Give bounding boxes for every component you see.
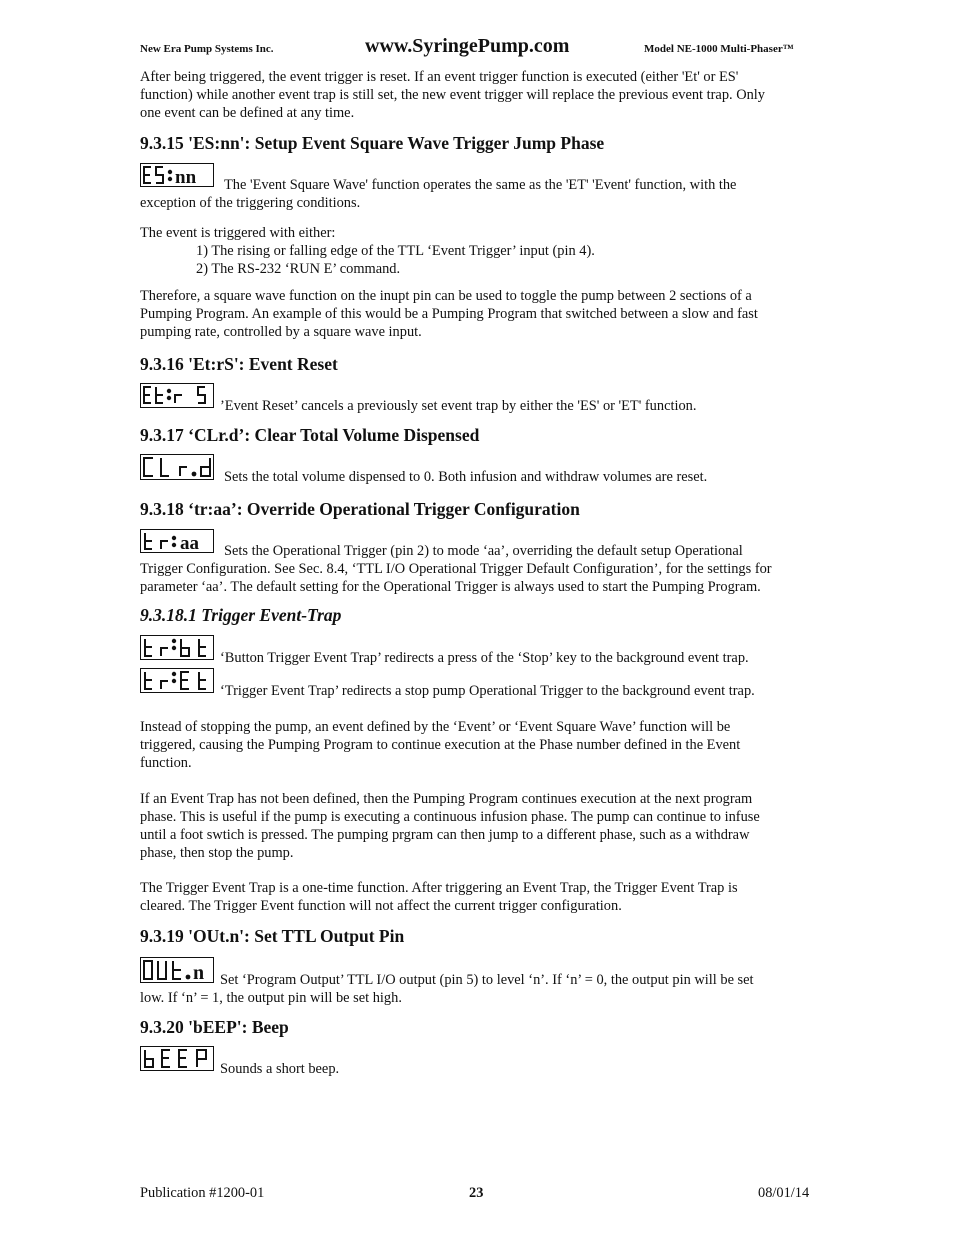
section-heading-9-3-20: 9.3.20 'bEEP': Beep bbox=[140, 1017, 289, 1037]
s15-trigger-list bbox=[140, 224, 832, 278]
text-line: Pumping Program. An example of this would be a Pumping Program that switched between a slow and fast bbox=[140, 306, 758, 322]
text-line: until a foot swtich is pressed. The pumping prgram can then jump to a different phase, such as a withdraw bbox=[140, 827, 750, 843]
s19-description bbox=[140, 971, 832, 1007]
list-item: 1) The rising or falling edge of the TTL ‘Event Trigger’ input (pin 4). bbox=[196, 243, 595, 259]
text-line: Set ‘Program Output’ TTL I/O output (pin 5) to level ‘n’. If ‘n’ = 0, the output pin will be set bbox=[220, 972, 754, 988]
text-line: cleared. The Trigger Event function will not affect the current trigger configuration. bbox=[140, 898, 622, 914]
section-heading-9-3-17: 9.3.17 ‘CLr.d’: Clear Total Volume Dispensed bbox=[140, 425, 480, 445]
text-line: triggered, causing the Pumping Program to continue execution at the Phase number defined in the Event bbox=[140, 737, 741, 753]
text-line: Trigger Configuration. See Sec. 8.4, ‘TTL I/O Operational Trigger Default Configuration’, for the settings for bbox=[140, 561, 772, 577]
text-line: function. bbox=[140, 755, 192, 771]
s1818-paragraph-2 bbox=[140, 790, 832, 862]
text-line: Therefore, a square wave function on the inupt pin can be used to toggle the pump between 2 sections of a bbox=[140, 288, 752, 304]
text-line: The Trigger Event Trap is a one-time function. After triggering an Event Trap, the Trigger Event Trap is bbox=[140, 880, 738, 896]
text-line: The 'Event Square Wave' function operates the same as the 'ET' 'Event' function, with the bbox=[224, 177, 737, 193]
footer-publication: Publication #1200-01 bbox=[140, 1185, 265, 1201]
header-model: Model NE-1000 Multi-Phaser™ bbox=[644, 43, 794, 55]
text-line: Instead of stopping the pump, an event defined by the ‘Event’ or ‘Event Square Wave’ function will be bbox=[140, 719, 731, 735]
intro-line: After being triggered, the event trigger is reset. If an event trigger function is executed (either 'Et' or ES' bbox=[140, 69, 739, 85]
s1818-button-trap-text: ‘Button Trigger Event Trap’ redirects a press of the ‘Stop’ key to the background event trap. bbox=[220, 650, 749, 666]
text-line: phase. This is useful if the pump is executing a continuous infusion phase. The pump can continue to infuse bbox=[140, 809, 760, 825]
intro-line: one event can be defined at any time. bbox=[140, 105, 355, 121]
text-line: parameter ‘aa’. The default setting for the Operational Trigger is always used to start the Pumping Program. bbox=[140, 579, 761, 595]
header-website: www.SyringePump.com bbox=[365, 35, 570, 57]
s15-paragraph bbox=[140, 287, 832, 341]
s15-description bbox=[140, 176, 832, 212]
lcd-suffix: nn bbox=[175, 167, 197, 186]
section-heading-9-3-15: 9.3.15 'ES:nn': Setup Event Square Wave Trigger Jump Phase bbox=[140, 133, 605, 153]
intro-paragraph bbox=[140, 68, 832, 122]
header-company: New Era Pump Systems Inc. bbox=[140, 43, 274, 55]
footer-date: 08/01/14 bbox=[758, 1185, 810, 1201]
lcd-suffix: n bbox=[193, 962, 205, 982]
intro-line: function) while another event trap is still set, the new event trigger will replace the previous event trap. Only bbox=[140, 87, 765, 103]
section-heading-9-3-18-1: 9.3.18.1 Trigger Event-Trap bbox=[140, 605, 342, 625]
section-heading-9-3-19: 9.3.19 'OUt.n': Set TTL Output Pin bbox=[140, 926, 405, 946]
s1818-paragraph-3 bbox=[140, 879, 832, 915]
s18-description bbox=[140, 542, 832, 596]
s20-description: Sounds a short beep. bbox=[220, 1061, 340, 1077]
text-line: exception of the triggering conditions. bbox=[140, 195, 361, 211]
s1818-paragraph-1 bbox=[140, 718, 832, 772]
lcd-suffix: aa bbox=[180, 533, 199, 552]
text-line: Sets the Operational Trigger (pin 2) to mode ‘aa’, overriding the default setup Operational bbox=[224, 543, 743, 559]
text-line: low. If ‘n’ = 1, the output pin will be set high. bbox=[140, 990, 402, 1006]
section-heading-9-3-18: 9.3.18 ‘tr:aa’: Override Operational Trigger Configuration bbox=[140, 499, 580, 519]
s1818-trigger-trap-text: ‘Trigger Event Trap’ redirects a stop pump Operational Trigger to the background event trap. bbox=[220, 683, 755, 699]
list-item: 2) The RS-232 ‘RUN E’ command. bbox=[196, 261, 401, 277]
s17-description: Sets the total volume dispensed to 0. Both infusion and withdraw volumes are reset. bbox=[224, 469, 708, 485]
section-heading-9-3-16: 9.3.16 'Et:rS': Event Reset bbox=[140, 354, 338, 374]
text-line: If an Event Trap has not been defined, then the Pumping Program continues execution at the next program bbox=[140, 791, 753, 807]
text-line: The event is triggered with either: bbox=[140, 225, 336, 241]
text-line: pumping rate, controlled by a square wave input. bbox=[140, 324, 422, 340]
s16-description: ’Event Reset’ cancels a previously set event trap by either the 'ES' or 'ET' function. bbox=[220, 398, 697, 414]
footer-page-number: 23 bbox=[469, 1185, 484, 1201]
text-line: phase, then stop the pump. bbox=[140, 845, 294, 861]
